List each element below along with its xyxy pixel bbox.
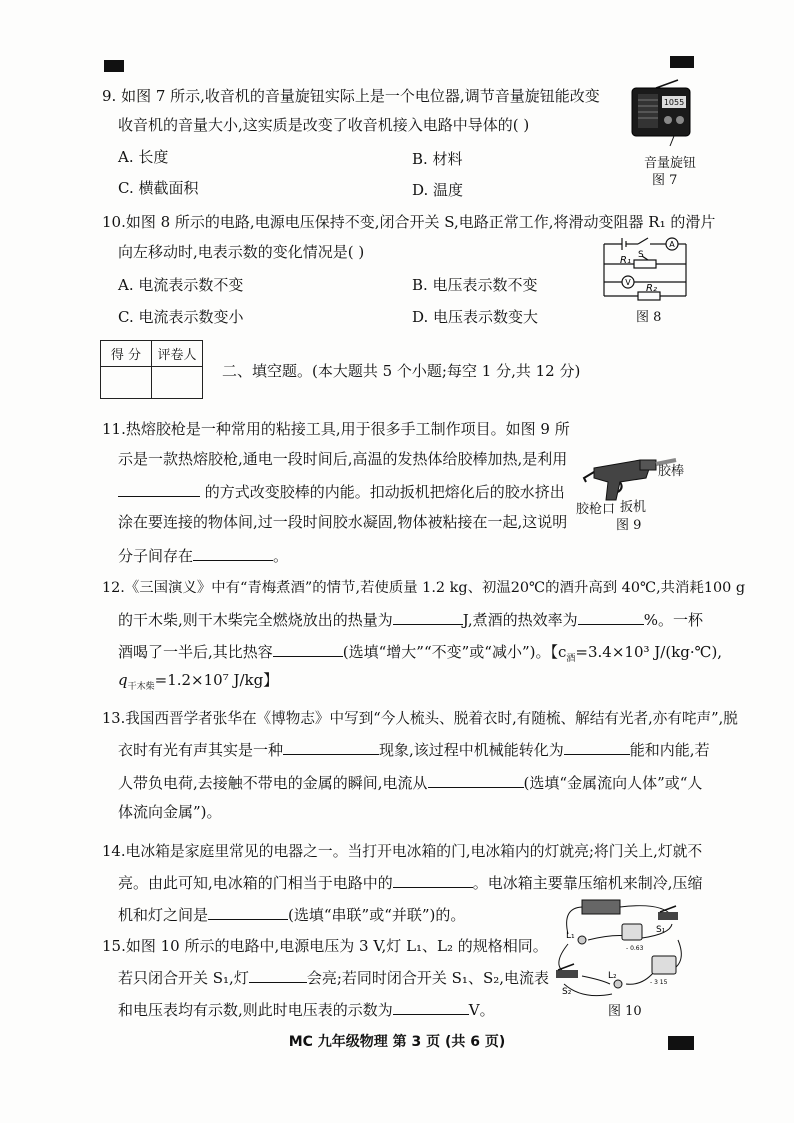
q11-line-5: [118, 544, 288, 566]
radio-display-text: 1055: [663, 98, 685, 107]
fig10-ammeter-scale: - 0.63: [626, 945, 644, 952]
fig8-voltmeter-label: V: [625, 278, 631, 287]
fig10-voltmeter-scale: - 3 15: [650, 979, 668, 986]
fig9-caption: 图 9: [616, 518, 642, 533]
q13-line-3: [118, 771, 702, 793]
registration-mark-top-left: [104, 60, 124, 72]
q12-blank-1[interactable]: [393, 608, 463, 625]
q12-line-3-text-a: 酒喝了一半后,其比热容: [118, 643, 273, 661]
q15-line-3: [118, 998, 495, 1020]
q11-line-5-text: 分子间存在: [118, 547, 194, 565]
q11-blank-1[interactable]: [118, 480, 200, 497]
q12-line-2-text-b: J,煮酒的热效率为: [462, 611, 578, 629]
q13-blank-3[interactable]: [428, 771, 524, 788]
q15-line-2: [118, 966, 549, 988]
q10-line-1: 10.如图 8 所示的电路,电源电压保持不变,闭合开关 S,电路正常工作,将滑动变阻器 R₁ 的滑片: [102, 213, 716, 231]
score-table: [100, 340, 203, 399]
q13-line-1: 13.我国西晋学者张华在《博物志》中写到“今人梳头、脱着衣时,有随梳、解结有光者,亦有咤声”,脱: [102, 710, 738, 727]
fig9-nozzle-label: 胶枪口: [576, 502, 616, 517]
fig10-s2-label: S₂: [562, 987, 572, 997]
q12-blank-2[interactable]: [578, 608, 644, 625]
fig8-switch-label: S: [638, 250, 644, 260]
q12-line-2-text-a: 的干木柴,则干木柴完全燃烧放出的热量为: [118, 611, 393, 629]
q14-line-3-text-a: 机和灯之间是: [118, 906, 209, 924]
q10-option-c: C. 电流表示数变小: [118, 308, 244, 326]
q12-q-symbol: q: [118, 671, 128, 689]
q13-line-3-text-a: 人带负电荷,去接触不带电的金属的瞬间,电流从: [118, 774, 428, 792]
q9-option-b: B. 材料: [412, 150, 463, 168]
fig8-caption: 图 8: [636, 310, 662, 325]
q12-line-2-text-c: %。一杯: [643, 611, 703, 629]
section-2-title: 二、填空题。(本大题共 5 个小题;每空 1 分,共 12 分): [222, 362, 581, 380]
fig10-s1-label: S₁: [656, 925, 666, 935]
q12-line-2: [118, 608, 703, 630]
fig8-r1-label: R₁: [620, 255, 631, 266]
q15-line-1: 15.如图 10 所示的电路中,电源电压为 3 V,灯 L₁、L₂ 的规格相同。: [102, 937, 548, 955]
registration-mark-top-right: [670, 56, 694, 68]
fig8-circuit-labels: [598, 234, 690, 306]
q14-line-2-text-a: 亮。由此可知,电冰箱的门相当于电路中的: [118, 874, 393, 892]
q11-line-1: 11.热熔胶枪是一种常用的粘接工具,用于很多手工制作项目。如图 9 所: [102, 420, 570, 438]
q15-line-3-text-b: V。: [468, 1001, 495, 1019]
q9-line-2: 收音机的音量大小,这实质是改变了收音机接入电路中导体的( ): [118, 116, 530, 134]
q11-line-3: [118, 480, 565, 502]
grader-header: 评卷人: [152, 341, 203, 367]
q9-option-c: C. 横截面积: [118, 179, 199, 197]
q11-line-5-end: 。: [273, 547, 289, 565]
q11-line-3-text: 的方式改变胶棒的内能。扣动扳机把熔化后的胶水挤出: [204, 483, 565, 501]
q12-line-3-text-d: =3.4×10³ J/(kg·℃),: [575, 643, 723, 661]
q9-line-1: 9. 如图 7 所示,收音机的音量旋钮实际上是一个电位器,调节音量旋钮能改变: [102, 87, 600, 105]
q10-line-2: 向左移动时,电表示数的变化情况是( ): [118, 243, 365, 261]
q13-blank-2[interactable]: [564, 738, 630, 755]
q9-option-a: A. 长度: [118, 148, 169, 166]
fig9-trigger-label: 扳机: [620, 500, 647, 515]
score-header: 得 分: [101, 341, 152, 367]
q15-line-2-text-a: 若只闭合开关 S₁,灯: [118, 969, 249, 987]
fig7-caption: 图 7: [652, 173, 678, 188]
fig10-l1-label: L₁: [566, 931, 575, 941]
q10-option-b: B. 电压表示数不变: [412, 276, 538, 294]
q9-option-d: D. 温度: [412, 181, 464, 199]
q13-line-2-text-a: 衣时有光有声其实是一种: [118, 741, 284, 759]
q14-line-2-text-b: 。电冰箱主要靠压缩机来制冷,压缩: [472, 874, 703, 892]
fig8-ammeter-label: A: [669, 240, 675, 249]
radio-figure: [626, 78, 696, 150]
q12-line-1: 12.《三国演义》中有“青梅煮酒”的情节,若使质量 1.2 kg、初温20℃的酒升高到 40℃,共消耗100 g: [102, 580, 746, 596]
q13-line-2: [118, 738, 710, 760]
q12-q-subscript: 干木柴: [127, 682, 155, 692]
q13-line-2-text-b: 现象,该过程中机械能转化为: [379, 741, 564, 759]
q11-line-2: 示是一款热熔胶枪,通电一段时间后,高温的发热体给胶棒加热,是利用: [118, 450, 568, 468]
q14-line-2: [118, 871, 703, 893]
q12-line-4-text: =1.2×10⁷ J/kg】: [154, 671, 279, 689]
q10-option-d: D. 电压表示数变大: [412, 308, 539, 326]
fig10-caption: 图 10: [608, 1004, 642, 1019]
q14-line-3-text-b: (选填“串联”或“并联”)的。: [288, 906, 466, 924]
q10-option-a: A. 电流表示数不变: [118, 276, 244, 294]
q15-line-2-text-b: 会亮;若同时闭合开关 S₁、S₂,电流表: [306, 969, 549, 987]
fig9-rod-label: 胶棒: [658, 464, 685, 479]
fig10-l2-label: L₂: [608, 971, 617, 981]
q12-line-4: [118, 670, 278, 697]
score-cell: [101, 367, 152, 399]
q14-blank-2[interactable]: [208, 903, 288, 920]
q13-line-4: 体流向金属”)。: [118, 803, 222, 821]
q14-line-3: [118, 903, 465, 925]
q12-line-3-text-b: (选填“增大”“不变”或“减小”)。【c: [342, 643, 567, 661]
q13-line-2-text-c: 能和内能,若: [629, 741, 710, 759]
fig10-circuit-labels: [542, 894, 692, 1002]
q13-line-3-text-b: (选填“金属流向人体”或“人: [523, 774, 703, 792]
q11-blank-2[interactable]: [193, 544, 273, 561]
q12-line-3: [118, 640, 722, 669]
page-footer: MC 九年级物理 第 3 页 (共 6 页): [288, 1034, 506, 1050]
q13-blank-1[interactable]: [283, 738, 379, 755]
q15-blank-2[interactable]: [393, 998, 469, 1015]
fig8-r2-label: R₂: [646, 283, 657, 294]
q15-blank-1[interactable]: [249, 966, 307, 983]
q14-line-1: 14.电冰箱是家庭里常见的电器之一。当打开电冰箱的门,电冰箱内的灯就亮;将门关上,灯就不: [102, 843, 703, 860]
q11-line-4: 涂在要连接的物体间,过一段时间胶水凝固,物体被粘接在一起,这说明: [118, 513, 568, 531]
fig7-knob-label: 音量旋钮: [644, 156, 697, 171]
q12-blank-3[interactable]: [273, 640, 343, 657]
grader-cell: [152, 367, 203, 399]
q14-blank-1[interactable]: [393, 871, 473, 888]
q15-line-3-text-a: 和电压表均有示数,则此时电压表的示数为: [118, 1001, 393, 1019]
q12-c-subscript: 酒: [566, 654, 576, 664]
